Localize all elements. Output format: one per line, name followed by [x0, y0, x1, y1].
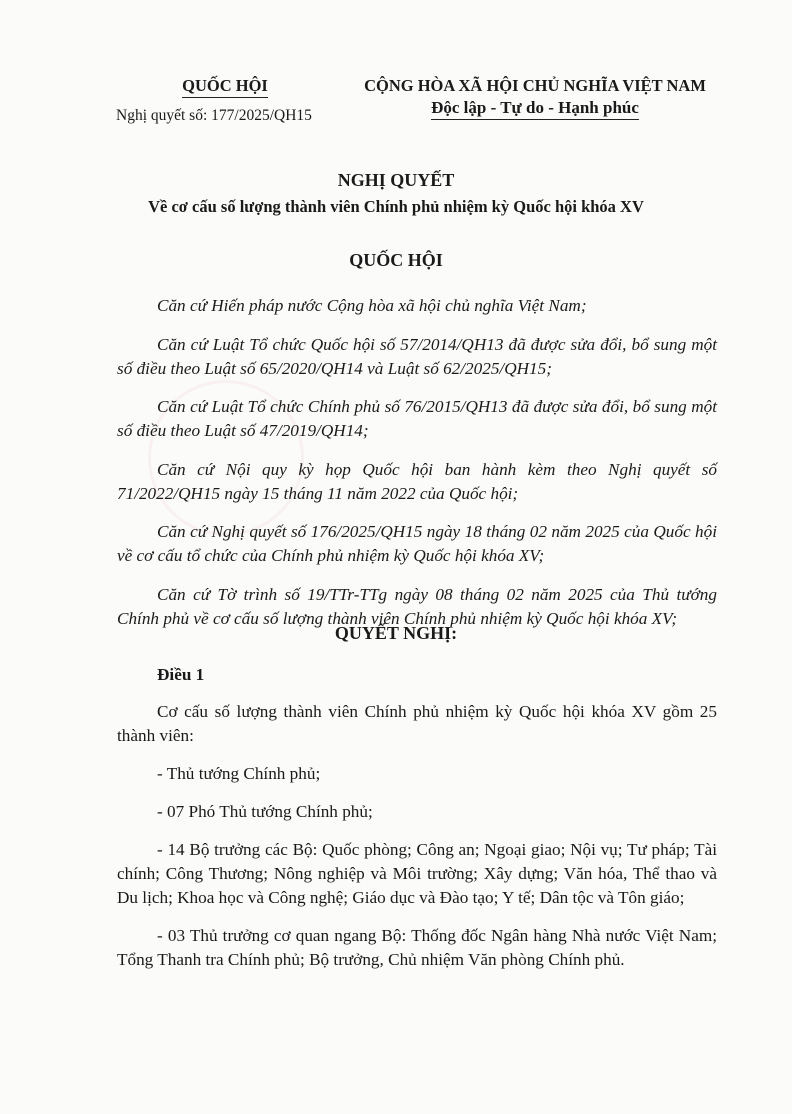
document-type: NGHỊ QUYẾT: [337, 170, 455, 190]
article-1: [117, 663, 717, 986]
article-list-item: - Thủ tướng Chính phủ;: [157, 764, 321, 783]
legal-basis-item: Căn cứ Hiến pháp nước Cộng hòa xã hội chủ nghĩa Việt Nam;: [157, 296, 587, 315]
article-heading: Điều 1: [157, 665, 205, 684]
legal-basis-item: Căn cứ Nghị quyết số 176/2025/QH15 ngày 18 tháng 02 năm 2025 của Quốc hội về cơ cấu tổ chức của Chính phủ nhiệm kỳ Quốc hội khóa XV;: [117, 522, 717, 565]
legal-basis-item: Căn cứ Luật Tổ chức Quốc hội số 57/2014/QH13 đã được sửa đổi, bổ sung một số điều theo Luật số 65/2020/QH14 và Luật số 62/2025/QH15;: [117, 334, 717, 378]
legal-bases: [117, 294, 717, 645]
national-motto: Độc lập - Tự do - Hạnh phúc: [431, 98, 639, 120]
article-intro: Cơ cấu số lượng thành viên Chính phủ nhiệm kỳ Quốc hội khóa XV gồm 25 thành viên:: [117, 702, 717, 745]
decision-heading: QUYẾT NGHỊ:: [334, 623, 458, 643]
article-list-item: - 03 Thủ trưởng cơ quan ngang Bộ: Thống đốc Ngân hàng Nhà nước Việt Nam; Tổng Thanh tra Chính phủ; Bộ trưởng, Chủ nhiệm Văn phòng Chính phủ.: [117, 926, 717, 969]
legal-basis-item: Căn cứ Nội quy kỳ họp Quốc hội ban hành kèm theo Nghị quyết số 71/2022/QH15 ngày 15 tháng 11 năm 2022 của Quốc hội;: [117, 459, 717, 503]
issuer-name: QUỐC HỘI: [182, 76, 268, 98]
article-list-item: - 07 Phó Thủ tướng Chính phủ;: [157, 802, 373, 821]
article-list-item: - 14 Bộ trưởng các Bộ: Quốc phòng; Công an; Ngoại giao; Nội vụ; Tư pháp; Tài chính; Công Thương; Nông nghiệp và Môi trường; Xây dựng; Văn hóa, Thể thao và Du lịch; Khoa học và Công nghệ; Giáo dục và Đào tạo; Y tế; Dân tộc và Tôn giáo;: [117, 840, 717, 907]
legal-basis-item: Căn cứ Luật Tổ chức Chính phủ số 76/2015/QH13 đã được sửa đổi, bổ sung một số điều theo Luật số 47/2019/QH14;: [117, 397, 717, 440]
national-header: [360, 76, 710, 120]
legal-basis-item: Căn cứ Tờ trình số 19/TTr-TTg ngày 08 tháng 02 năm 2025 của Thủ tướng Chính phủ về cơ cấu số lượng thành viên Chính phủ nhiệm kỳ Quốc hội khóa XV;: [117, 584, 717, 628]
document-number: Nghị quyết số: 177/2025/QH15: [116, 107, 312, 124]
nation-name: CỘNG HÒA XÃ HỘI CHỦ NGHĨA VIỆT NAM: [364, 76, 706, 95]
issuing-body: QUỐC HỘI: [349, 250, 443, 270]
issuer-header: [110, 76, 340, 125]
document-subject: Về cơ cấu số lượng thành viên Chính phủ nhiệm kỳ Quốc hội khóa XV: [148, 197, 644, 216]
